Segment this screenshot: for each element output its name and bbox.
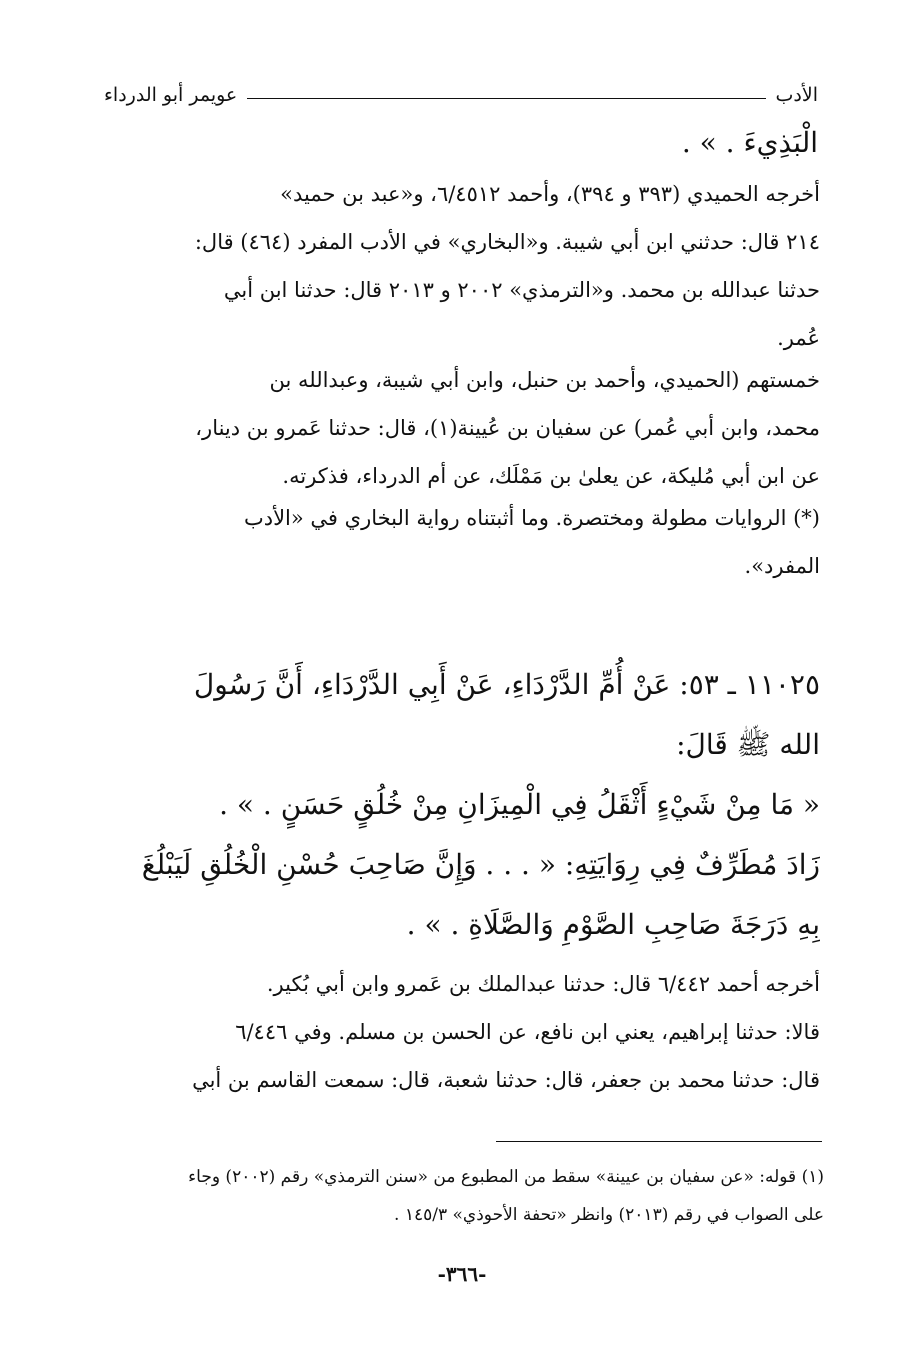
text-line: أخرجه أحمد ٦/٤٤٢ قال: حدثنا عبدالملك بن عَمرو وابن أبي بُكير. (266, 972, 820, 996)
footnotes (104, 1158, 824, 1234)
text-line: قال: حدثنا محمد بن جعفر، قال: حدثنا شعبة، قال: سمعت القاسم بن أبي (192, 1068, 820, 1092)
footnote-line: على الصواب في رقم (٢٠١٣) وانظر «تحفة الأحوذي» ١٤٥/٣ . (394, 1205, 824, 1225)
text-line: محمد، وابن أبي عُمر) عن سفيان بن عُيينة(١)، قال: حدثنا عَمرو بن دينار، (195, 416, 820, 440)
hadith-line: زَادَ مُطَرِّفٌ فِي رِوَايَتِهِ: « . . . وَإِنَّ صَاحِبَ حُسْنِ الْخُلُقِ لَيَبْلُغَ (141, 848, 820, 881)
footnote-separator (496, 1141, 822, 1142)
hadith-text (108, 655, 820, 955)
takhrij-paragraph-2 (108, 356, 820, 500)
hadith-line: بِهِ دَرَجَةَ صَاحِبِ الصَّوْمِ وَالصَّلَاةِ . » . (406, 908, 820, 941)
text-line: أخرجه الحميدي (٣٩٣ و ٣٩٤)، وأحمد ٦/٤٥١٢، و«عبد بن حميد» (280, 182, 820, 206)
text-line: عن ابن أبي مُليكة، عن يعلىٰ بن مَمْلَك، عن أم الدرداء، فذكرته. (282, 464, 820, 488)
text-line: المفرد». (744, 554, 820, 578)
text-line: ٢١٤ قال: حدثني ابن أبي شيبة. و«البخاري» في الأدب المفرد (٤٦٤) قال: (194, 230, 820, 254)
editor-note (108, 494, 820, 590)
hadith-line: ١١٠٢٥ ـ ٥٣: عَنْ أُمِّ الدَّرْدَاءِ، عَنْ أَبِي الدَّرْدَاءِ، أَنَّ رَسُولَ (193, 668, 820, 701)
chapter-title: الأدب (775, 84, 818, 106)
takhrij-paragraph-1 (108, 170, 820, 362)
running-header (104, 80, 818, 110)
text-line: خمستهم (الحميدي، وأحمد بن حنبل، وابن أبي شيبة، وعبدالله بن (269, 368, 820, 392)
page-number: -٣٦٦- (437, 1262, 487, 1286)
footnote-line: (١) قوله: «عن سفيان بن عيينة» سقط من المطبوع من «سنن الترمذي» رقم (٢٠٠٢) وجاء (188, 1167, 824, 1187)
takhrij-paragraph-3 (108, 960, 820, 1104)
text-line: (*) الروايات مطولة ومختصرة. وما أثبتناه رواية البخاري في «الأدب (243, 506, 820, 530)
continued-hadith-ending: الْبَذِيءَ . » . (681, 126, 818, 159)
hadith-line: « مَا مِنْ شَيْءٍ أَثْقَلُ فِي الْمِيزَانِ مِنْ خُلُقٍ حَسَنٍ . » . (219, 788, 820, 821)
text-line: عُمر. (777, 326, 820, 350)
hadith-line: الله ﷺ قَالَ: (676, 728, 820, 761)
text-line: حدثنا عبدالله بن محمد. و«الترمذي» ٢٠٠٢ و ٢٠١٣ قال: حدثنا ابن أبي (223, 278, 820, 302)
book-title: عويمر أبو الدرداء (104, 84, 238, 106)
text-line: قالا: حدثنا إبراهيم، يعني ابن نافع، عن الحسن بن مسلم. وفي ٦/٤٤٦ (235, 1020, 820, 1044)
header-rule (247, 98, 765, 99)
